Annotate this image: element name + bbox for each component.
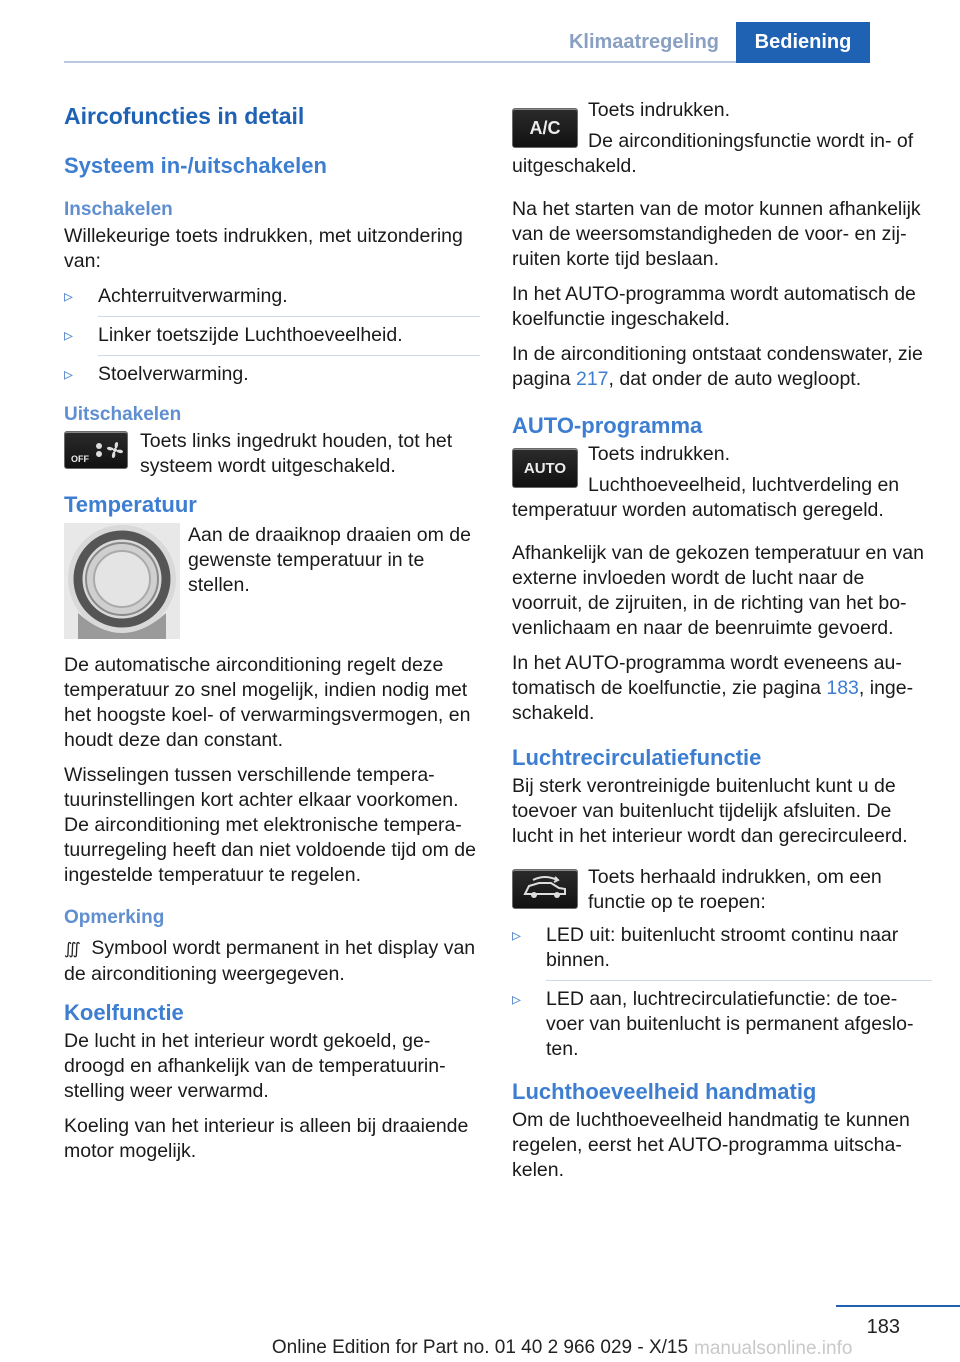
heading-recirculation: Luchtrecirculatiefunctie: [512, 745, 762, 770]
list-divider: [98, 355, 480, 356]
temperature-knob-block: [64, 523, 480, 647]
fan-icon: [93, 436, 127, 464]
list-item: ▹ LED uit: buitenlucht stroomt continu naar binnen.: [512, 923, 932, 973]
list-item: ▹ Achterruitverwarming.: [64, 284, 480, 309]
page-title: Aircofuncties in detail: [64, 103, 305, 129]
ac-p2: In het AUTO-programma wordt automatisch de koelfunctie ingeschakeld.: [512, 283, 916, 330]
heading-manual-airflow: Luchthoeveelheid handmatig: [512, 1079, 817, 1104]
off-label: OFF: [71, 454, 89, 464]
recirc-button-row: [512, 865, 932, 915]
exception-list: [64, 284, 480, 387]
temperature-p1: De automatische airconditioning regelt deze temperatuur zo snel mogelijk, indien nodig met het hoogste koel- of verwarmingsvermogen, en houdt deze dan constant.: [64, 654, 471, 751]
edition-text: Online Edition for Part no. 01 40 2 966 029 - X/15: [271, 1337, 689, 1358]
note-text: Symbool wordt permanent in het display van de airconditioning weergegeven.: [64, 937, 476, 985]
manual-p1: Om de luchthoeveelheid handmatig te kunnen regelen, eerst het AUTO-programma uitscha-kelen.: [512, 1109, 910, 1181]
switch-on-text: Willekeurige toets indrukken, met uitzondering van:: [64, 225, 463, 272]
heading-system: Systeem in-/uitschakelen: [64, 153, 327, 178]
cooling-p1: De lucht in het interieur wordt gekoeld, ge-droogd en afhankelijk van de temperatuurin-stelling weer verwarmd.: [64, 1030, 446, 1102]
cooling-p2: Koeling van het interieur is alleen bij draaiende motor mogelijk.: [64, 1115, 469, 1162]
ac-p3: [512, 342, 932, 392]
off-text: Toets links ingedrukt houden, tot het systeem wordt uitgeschakeld.: [140, 430, 453, 477]
ac-t2-text: De airconditioningsfunctie wordt in- of uitgeschakeld.: [512, 130, 914, 177]
heading-note: Opmerking: [64, 907, 165, 928]
header-divider-accent: [736, 61, 870, 63]
auto-p2-before: In het AUTO-programma wordt eveneens au-tomatisch de koelfunctie, zie pagina: [512, 652, 902, 699]
ac-button-icon: A/C: [512, 108, 578, 148]
section-title: Klimaatregeling: [568, 31, 720, 53]
watermark-text: manualsonline.info: [694, 1338, 853, 1359]
list-item: ▹ LED aan, luchtrecirculatiefunctie: de toe-voer van buitenlucht is permanent afgeslo-ten.: [512, 987, 932, 1062]
recirc-button-icon: [512, 869, 578, 909]
temperature-knob-image: [64, 523, 180, 639]
temperature-p2: Wisselingen tussen verschillende tempera-tuurinstellingen kort achter elkaar voorkomen. De airconditioning met elektronische tempera-tuurregeling heeft dan niet voldoende tijd om de ingestelde temperatuur te regelen.: [64, 764, 476, 886]
list-divider: [546, 980, 932, 981]
heading-switch-on: Inschakelen: [64, 199, 173, 220]
off-fan-button-icon: [64, 431, 128, 469]
left-column: [64, 98, 480, 1174]
ac-button-row: [512, 98, 932, 138]
right-column: [512, 98, 932, 1193]
auto-button-icon: AUTO: [512, 448, 578, 488]
footer-divider: [836, 1305, 960, 1307]
list-item: ▹ Linker toetszijde Luchthoeveelheid.: [64, 323, 480, 348]
auto-p1: Afhankelijk van de gekozen temperatuur en van externe invloeden wordt de lucht naar de voorruit, de zijruiten, in de richting van het bo-venlichaam en naar de beenruimte gevoerd.: [512, 542, 924, 639]
off-button-row: [64, 429, 480, 479]
list-item: ▹ Stoelverwarming.: [64, 362, 480, 387]
auto-p2: [512, 651, 932, 726]
knob-text: Aan de draaiknop draaien om de gewenste temperatuur in te stellen.: [188, 524, 471, 596]
recirc-t1: Toets herhaald indrukken, om een functie op te roepen:: [588, 866, 882, 913]
page-header: [0, 0, 960, 62]
recirculation-car-icon: [521, 876, 569, 902]
ac-p3-before: In de airconditioning ontstaat condenswater, zie pagina: [512, 343, 923, 390]
heading-temperature: Temperatuur: [64, 492, 197, 517]
ac-t1: Toets indrukken.: [588, 99, 730, 121]
list-divider: [98, 316, 480, 317]
ac-p3-after: , dat onder de auto wegloopt.: [608, 368, 862, 390]
page-link-217[interactable]: 217: [575, 368, 609, 390]
heading-switch-off: Uitschakelen: [64, 404, 182, 425]
heat-symbol-icon: ∭: [64, 941, 80, 958]
recirc-list: [512, 923, 932, 1062]
page-link-183[interactable]: 183: [826, 677, 859, 699]
chapter-tab: Bediening: [736, 22, 870, 62]
recirc-p1: Bij sterk verontreinigde buitenlucht kunt u de toevoer van buitenlucht tijdelijk afsluiten. De lucht in het interieur wordt dan gerecirculeerd.: [512, 775, 908, 847]
ac-p1: Na het starten van de motor kunnen afhankelijk van de weersomstandigheden de voor- en zij-ruiten korte tijd beslaan.: [512, 198, 921, 270]
auto-t1: Toets indrukken.: [588, 443, 730, 465]
auto-p2-after: , inge-schakeld.: [512, 677, 914, 724]
heading-cooling: Koelfunctie: [64, 1000, 184, 1025]
page-number: 183: [866, 1316, 900, 1338]
note-paragraph: [64, 936, 480, 987]
rotary-knob-icon: [64, 523, 180, 639]
auto-button-row: [512, 442, 932, 477]
heading-auto: AUTO-programma: [512, 413, 703, 438]
auto-t2-text: Luchthoeveelheid, luchtverdeling en temperatuur worden automatisch geregeld.: [512, 474, 900, 521]
